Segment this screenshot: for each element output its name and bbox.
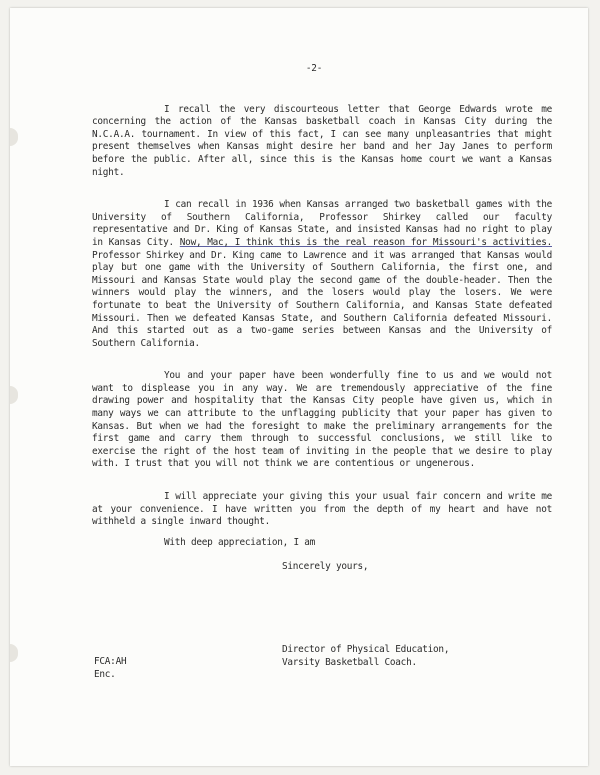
letter-body bbox=[92, 63, 552, 684]
title-block bbox=[282, 644, 449, 669]
paragraph-text: I can recall in 1936 when Kansas arranged two basketball games with the University of Southern California, Professor Shirkey called our faculty representative and Dr. King of Kansas State, and insisted Kansas had no right to play in Kansas City. bbox=[92, 199, 552, 248]
reference-initials bbox=[94, 656, 126, 681]
punch-hole bbox=[10, 644, 18, 662]
enclosure-note: Enc. bbox=[94, 668, 116, 680]
signature-block bbox=[92, 644, 552, 684]
punch-hole bbox=[10, 386, 18, 404]
paragraph-edwards-letter: I recall the very discourteous letter that George Edwards wrote me concerning the action of the Kansas basketball coach in Kansas City during the N.C.A.A. tournament. In view of this fact, I can see many unpleasantries that might present themselves when Kansas might desire her band and her Jay Janes to perform before the public. After all, since this is the Kansas home court we want a Kansas night. bbox=[92, 103, 552, 178]
paragraph-request: I will appreciate your giving this your usual fair concern and write me at your convenience. I have written you from the depth of my heart and have not withheld a single inward thought. bbox=[92, 491, 552, 528]
paragraph-1936-games bbox=[92, 199, 552, 350]
letter-page bbox=[10, 8, 588, 766]
title-line: Varsity Basketball Coach. bbox=[282, 656, 417, 668]
paragraph-appreciation: You and your paper have been wonderfully fine to us and we would not want to displease you in any way. We are tremendously appreciative of the fine drawing power and hospitality that the Kansas City people have given us, which in many ways we can attribute to the unflagging publicity that your paper has given to Kansas. But when we had the foresight to make the preliminary arrangements for the first game and carry them through to successful conclusions, we still like to exercise the right of the host team of inviting in the people that we desire to play with. I trust that you will not think we are contentious or ungenerous. bbox=[92, 370, 552, 470]
punch-hole bbox=[10, 128, 18, 146]
title-line: Director of Physical Education, bbox=[282, 644, 450, 655]
page-number: -2- bbox=[305, 63, 323, 74]
initials-text: FCA:AH bbox=[94, 656, 127, 667]
underlined-sentence: Now, Mac, I think this is the real reason for Missouri's activities. bbox=[179, 236, 552, 248]
paragraph-text: Professor Shirkey and Dr. King came to Lawrence and it was arranged that Kansas would play but one game with the University of Southern California, the first one, and Missouri and Kansas State would play the second game of the double-header. Then the winners would play the winners, and the losers would play the losers. We were fortunate to beat the University of Southern California, and Kansas State defeated Missouri. Then we defeated Kansas State, and Southern California defeated Missouri. And this started out as a two-game series between Kansas and the University of Southern California. bbox=[92, 249, 552, 349]
closing-line: With deep appreciation, I am bbox=[164, 536, 316, 548]
sign-off: Sincerely yours, bbox=[282, 561, 369, 573]
